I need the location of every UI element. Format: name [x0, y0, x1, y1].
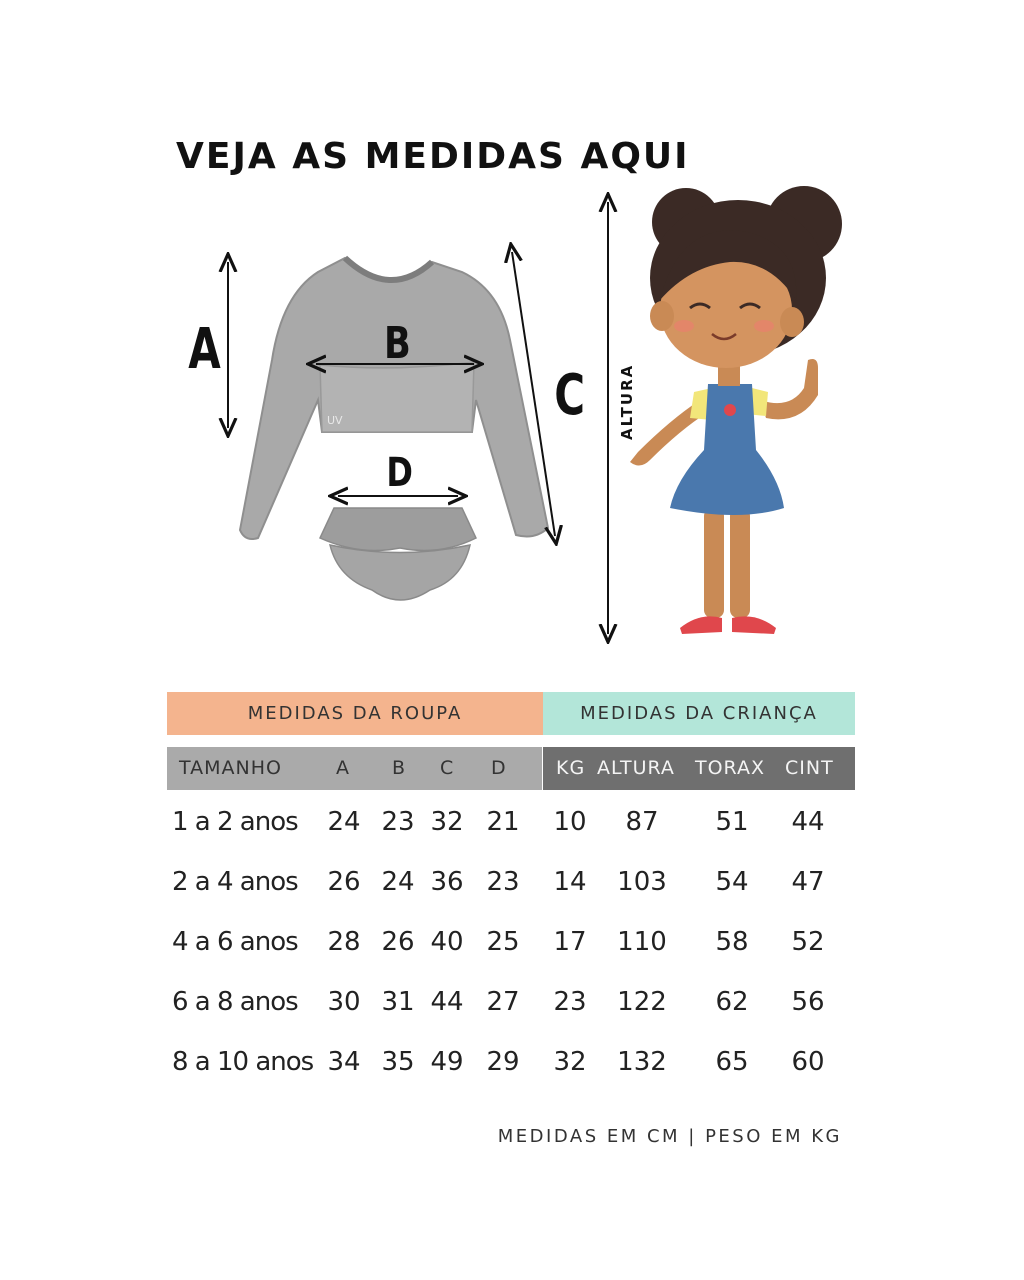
table-cell: 65 — [715, 1047, 749, 1077]
table-cell: 62 — [715, 987, 749, 1017]
table-cell: 132 — [617, 1047, 667, 1077]
label-altura: ALTURA — [618, 363, 636, 440]
column-header-crianca — [543, 747, 855, 790]
table-cell: 23 — [553, 987, 587, 1017]
label-c: C — [554, 361, 586, 428]
table-cell: 56 — [791, 987, 825, 1017]
table-cell: 27 — [486, 987, 520, 1017]
units-note: MEDIDAS EM CM | PESO EM KG — [497, 1126, 842, 1147]
bottom-icon — [320, 508, 476, 600]
size-diagram — [0, 180, 1024, 650]
table-cell: 47 — [791, 867, 825, 897]
label-d: D — [386, 448, 413, 496]
group-header-roupa: MEDIDAS DA ROUPA — [167, 692, 543, 735]
table-cell: 23 — [486, 867, 520, 897]
table-cell: 30 — [327, 987, 361, 1017]
table-cell: 26 — [381, 927, 415, 957]
table-row — [167, 1032, 855, 1092]
table-cell: 29 — [486, 1047, 520, 1077]
table-cell: 14 — [553, 867, 587, 897]
table-cell: 35 — [381, 1047, 415, 1077]
column-header: B — [392, 757, 407, 779]
label-a: A — [188, 315, 221, 382]
table-cell: 52 — [791, 927, 825, 957]
table-cell: 40 — [430, 927, 464, 957]
table-cell: 31 — [381, 987, 415, 1017]
table-cell: 8 a 10 anos — [172, 1047, 314, 1077]
column-header: KG — [556, 757, 586, 779]
table-cell: 54 — [715, 867, 749, 897]
table-cell: 2 a 4 anos — [172, 867, 298, 897]
table-row — [167, 852, 855, 912]
column-header: D — [491, 757, 507, 779]
table-cell: 36 — [430, 867, 464, 897]
table-row — [167, 972, 855, 1032]
table-cell: 103 — [617, 867, 667, 897]
column-header-roupa — [167, 747, 542, 790]
table-cell: 44 — [791, 807, 825, 837]
table-cell: 58 — [715, 927, 749, 957]
table-cell: 49 — [430, 1047, 464, 1077]
column-header-row — [167, 747, 855, 790]
table-cell: 28 — [327, 927, 361, 957]
table-cell: 110 — [617, 927, 667, 957]
child-illustration-icon — [630, 186, 842, 634]
table-body — [167, 792, 855, 1092]
table-cell: 32 — [553, 1047, 587, 1077]
brand-mark: UV — [327, 414, 343, 427]
group-header-row — [167, 692, 855, 735]
page-title: VEJA AS MEDIDAS AQUI — [176, 136, 690, 177]
table-cell: 23 — [381, 807, 415, 837]
table-cell: 87 — [625, 807, 659, 837]
column-header: TAMANHO — [179, 757, 282, 779]
group-header-crianca: MEDIDAS DA CRIANÇA — [543, 692, 855, 735]
table-cell: 44 — [430, 987, 464, 1017]
table-cell: 24 — [327, 807, 361, 837]
size-table — [167, 692, 855, 1092]
table-cell: 21 — [486, 807, 520, 837]
table-cell: 4 a 6 anos — [172, 927, 298, 957]
column-header: A — [336, 757, 350, 779]
table-cell: 32 — [430, 807, 464, 837]
table-cell: 34 — [327, 1047, 361, 1077]
table-cell: 26 — [327, 867, 361, 897]
label-b: B — [384, 318, 411, 370]
column-header: CINT — [785, 757, 834, 779]
table-row — [167, 912, 855, 972]
table-cell: 24 — [381, 867, 415, 897]
table-cell: 17 — [553, 927, 587, 957]
column-header: TORAX — [695, 757, 766, 779]
table-cell: 1 a 2 anos — [172, 807, 298, 837]
table-cell: 51 — [715, 807, 749, 837]
table-cell: 6 a 8 anos — [172, 987, 298, 1017]
table-cell: 60 — [791, 1047, 825, 1077]
table-row — [167, 792, 855, 852]
table-cell: 122 — [617, 987, 667, 1017]
table-cell: 25 — [486, 927, 520, 957]
table-cell: 10 — [553, 807, 587, 837]
column-header: ALTURA — [597, 757, 675, 779]
column-header: C — [440, 757, 455, 779]
